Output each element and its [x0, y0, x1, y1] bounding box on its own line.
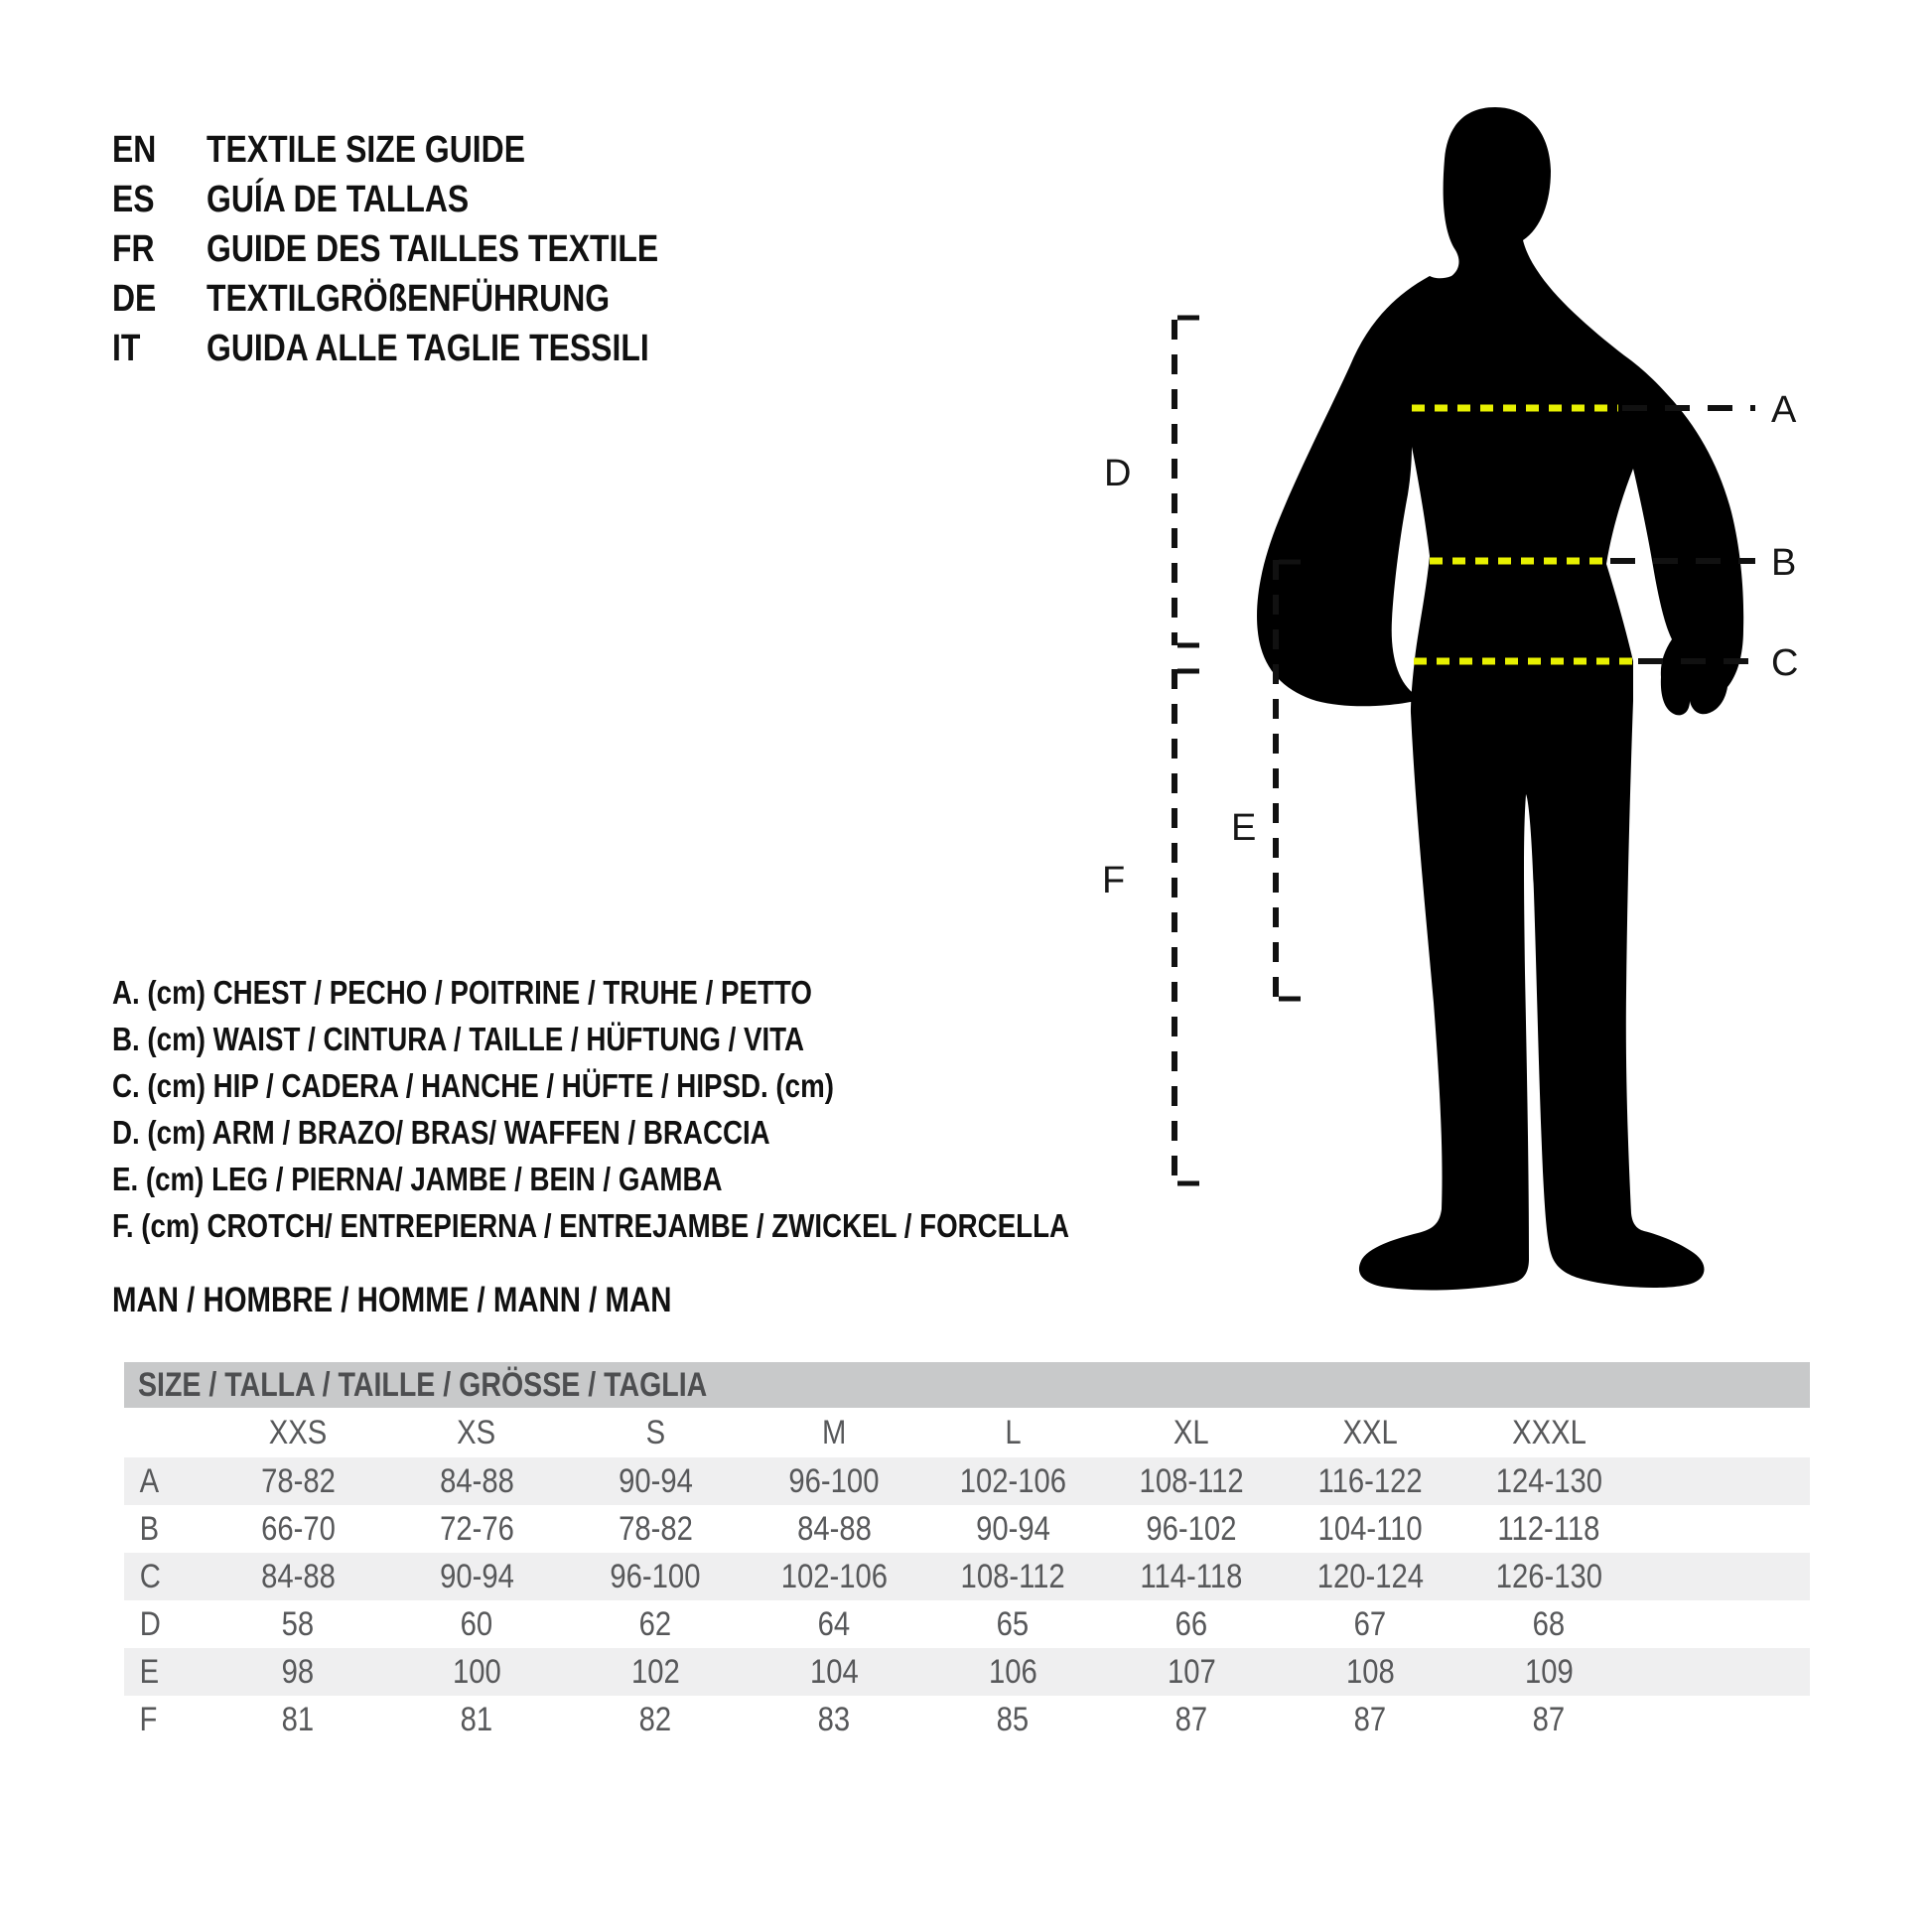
legend-item-leg: E. (cm) LEG / PIERNA/ JAMBE / BEIN / GAMBA — [112, 1161, 723, 1197]
table-row-b — [124, 1505, 1810, 1553]
cell-a-xl: 108-112 — [1139, 1462, 1244, 1500]
cell-b-xs: 72-76 — [439, 1510, 514, 1548]
cell-a-s: 90-94 — [618, 1462, 693, 1500]
cell-a-xxs: 78-82 — [260, 1462, 336, 1500]
cell-f-xxs: 81 — [281, 1701, 315, 1738]
cell-d-xl: 66 — [1174, 1605, 1208, 1643]
size-col-s: S — [645, 1414, 665, 1451]
cell-a-l: 102-106 — [959, 1462, 1066, 1500]
row-label: C — [139, 1558, 161, 1595]
cell-a-m: 96-100 — [788, 1462, 880, 1500]
cell-f-l: 85 — [996, 1701, 1030, 1738]
row-label: E — [139, 1653, 160, 1691]
guide-title-fr: GUIDE DES TAILLES TEXTILE — [207, 228, 659, 270]
cell-b-m: 84-88 — [796, 1510, 872, 1548]
cell-d-xxl: 67 — [1353, 1605, 1387, 1643]
cell-f-m: 83 — [817, 1701, 851, 1738]
guide-title-de: TEXTILGRÖßENFÜHRUNG — [207, 278, 611, 320]
size-header-row — [124, 1408, 1810, 1457]
cell-b-xxs: 66-70 — [260, 1510, 336, 1548]
guide-title-es: GUÍA DE TALLAS — [207, 179, 470, 220]
cell-e-m: 104 — [809, 1653, 859, 1691]
size-col-xs: XS — [457, 1414, 496, 1451]
row-label: A — [139, 1462, 160, 1500]
point-label-b: B — [1771, 542, 1797, 584]
size-col-xxl: XXL — [1342, 1414, 1398, 1451]
language-title-list — [112, 125, 745, 373]
cell-c-m: 102-106 — [780, 1558, 888, 1595]
guide-title-en: TEXTILE SIZE GUIDE — [207, 129, 526, 171]
table-row-d — [124, 1600, 1810, 1648]
cell-e-xxl: 108 — [1345, 1653, 1395, 1691]
legend-item-arm: D. (cm) ARM / BRAZO/ BRAS/ WAFFEN / BRACCIA — [112, 1114, 770, 1151]
cell-d-xxs: 58 — [281, 1605, 315, 1643]
row-label: D — [139, 1605, 161, 1643]
cell-c-xxs: 84-88 — [260, 1558, 336, 1595]
cell-c-xxl: 120-124 — [1316, 1558, 1424, 1595]
legend-item-hip: C. (cm) HIP / CADERA / HANCHE / HÜFTE / HIPSD. (cm) — [112, 1067, 834, 1104]
language-code: IT — [112, 328, 141, 369]
size-col-xxs: XXS — [268, 1414, 328, 1451]
corner-cell — [124, 1408, 208, 1457]
language-code: ES — [112, 179, 155, 220]
cell-f-s: 82 — [638, 1701, 672, 1738]
legend-item-crotch: F. (cm) CROTCH/ ENTREPIERNA / ENTREJAMBE / ZWICKEL / FORCELLA — [112, 1207, 1070, 1244]
cell-e-s: 102 — [630, 1653, 680, 1691]
cell-a-xxxl: 124-130 — [1495, 1462, 1602, 1500]
language-row-it — [112, 324, 745, 373]
cell-d-s: 62 — [638, 1605, 672, 1643]
cell-c-s: 96-100 — [610, 1558, 701, 1595]
language-row-fr — [112, 224, 745, 274]
cell-e-xl: 107 — [1167, 1653, 1216, 1691]
language-row-de — [112, 274, 745, 324]
point-label-a: A — [1771, 389, 1797, 431]
cell-d-m: 64 — [817, 1605, 851, 1643]
cell-e-xxs: 98 — [281, 1653, 315, 1691]
language-code: EN — [112, 129, 157, 171]
language-row-en — [112, 125, 745, 175]
cell-d-l: 65 — [996, 1605, 1030, 1643]
size-col-xxxl: XXXL — [1511, 1414, 1587, 1451]
cell-d-xs: 60 — [460, 1605, 493, 1643]
legend-item-waist: B. (cm) WAIST / CINTURA / TAILLE / HÜFTUNG / VITA — [112, 1021, 805, 1057]
cell-f-xl: 87 — [1174, 1701, 1208, 1738]
cell-b-xl: 96-102 — [1146, 1510, 1237, 1548]
measurement-legend — [112, 969, 1252, 1249]
size-col-l: L — [1004, 1414, 1022, 1451]
cell-f-xs: 81 — [460, 1701, 493, 1738]
table-row-e — [124, 1648, 1810, 1696]
point-label-e: E — [1231, 807, 1257, 849]
guide-title-it: GUIDA ALLE TAGLIE TESSILI — [207, 328, 649, 369]
cell-e-xxxl: 109 — [1524, 1653, 1574, 1691]
row-label: F — [139, 1701, 158, 1738]
cell-a-xs: 84-88 — [439, 1462, 514, 1500]
language-row-es — [112, 175, 745, 224]
size-col-xl: XL — [1173, 1414, 1209, 1451]
legend-item-chest: A. (cm) CHEST / PECHO / POITRINE / TRUHE / PETTO — [112, 974, 812, 1011]
table-header-bar: SIZE / TALLA / TAILLE / GRÖSSE / TAGLIA — [124, 1362, 1810, 1408]
language-code: FR — [112, 228, 155, 270]
cell-d-xxxl: 68 — [1532, 1605, 1566, 1643]
cell-e-l: 106 — [988, 1653, 1037, 1691]
cell-b-l: 90-94 — [975, 1510, 1050, 1548]
cell-a-xxl: 116-122 — [1317, 1462, 1423, 1500]
category-man-line: MAN / HOMBRE / HOMME / MANN / MAN — [112, 1281, 672, 1319]
cell-f-xxl: 87 — [1353, 1701, 1387, 1738]
cell-c-xl: 114-118 — [1140, 1558, 1243, 1595]
cell-b-xxl: 104-110 — [1317, 1510, 1423, 1548]
cell-b-s: 78-82 — [618, 1510, 693, 1548]
table-row-c — [124, 1553, 1810, 1600]
cell-e-xs: 100 — [452, 1653, 501, 1691]
cell-f-xxxl: 87 — [1532, 1701, 1566, 1738]
point-label-d: D — [1104, 453, 1132, 494]
man-silhouette — [1257, 107, 1743, 1290]
cell-c-l: 108-112 — [960, 1558, 1065, 1595]
language-code: DE — [112, 278, 157, 320]
cell-c-xxxl: 126-130 — [1495, 1558, 1602, 1595]
table-row-a — [124, 1457, 1810, 1505]
size-table — [124, 1362, 1810, 1743]
point-label-f: F — [1102, 860, 1126, 901]
size-col-m: M — [821, 1414, 847, 1451]
table-row-f — [124, 1696, 1810, 1743]
point-label-c: C — [1771, 642, 1799, 684]
cell-c-xs: 90-94 — [439, 1558, 514, 1595]
cell-b-xxxl: 112-118 — [1497, 1510, 1600, 1548]
row-label: B — [139, 1510, 160, 1548]
